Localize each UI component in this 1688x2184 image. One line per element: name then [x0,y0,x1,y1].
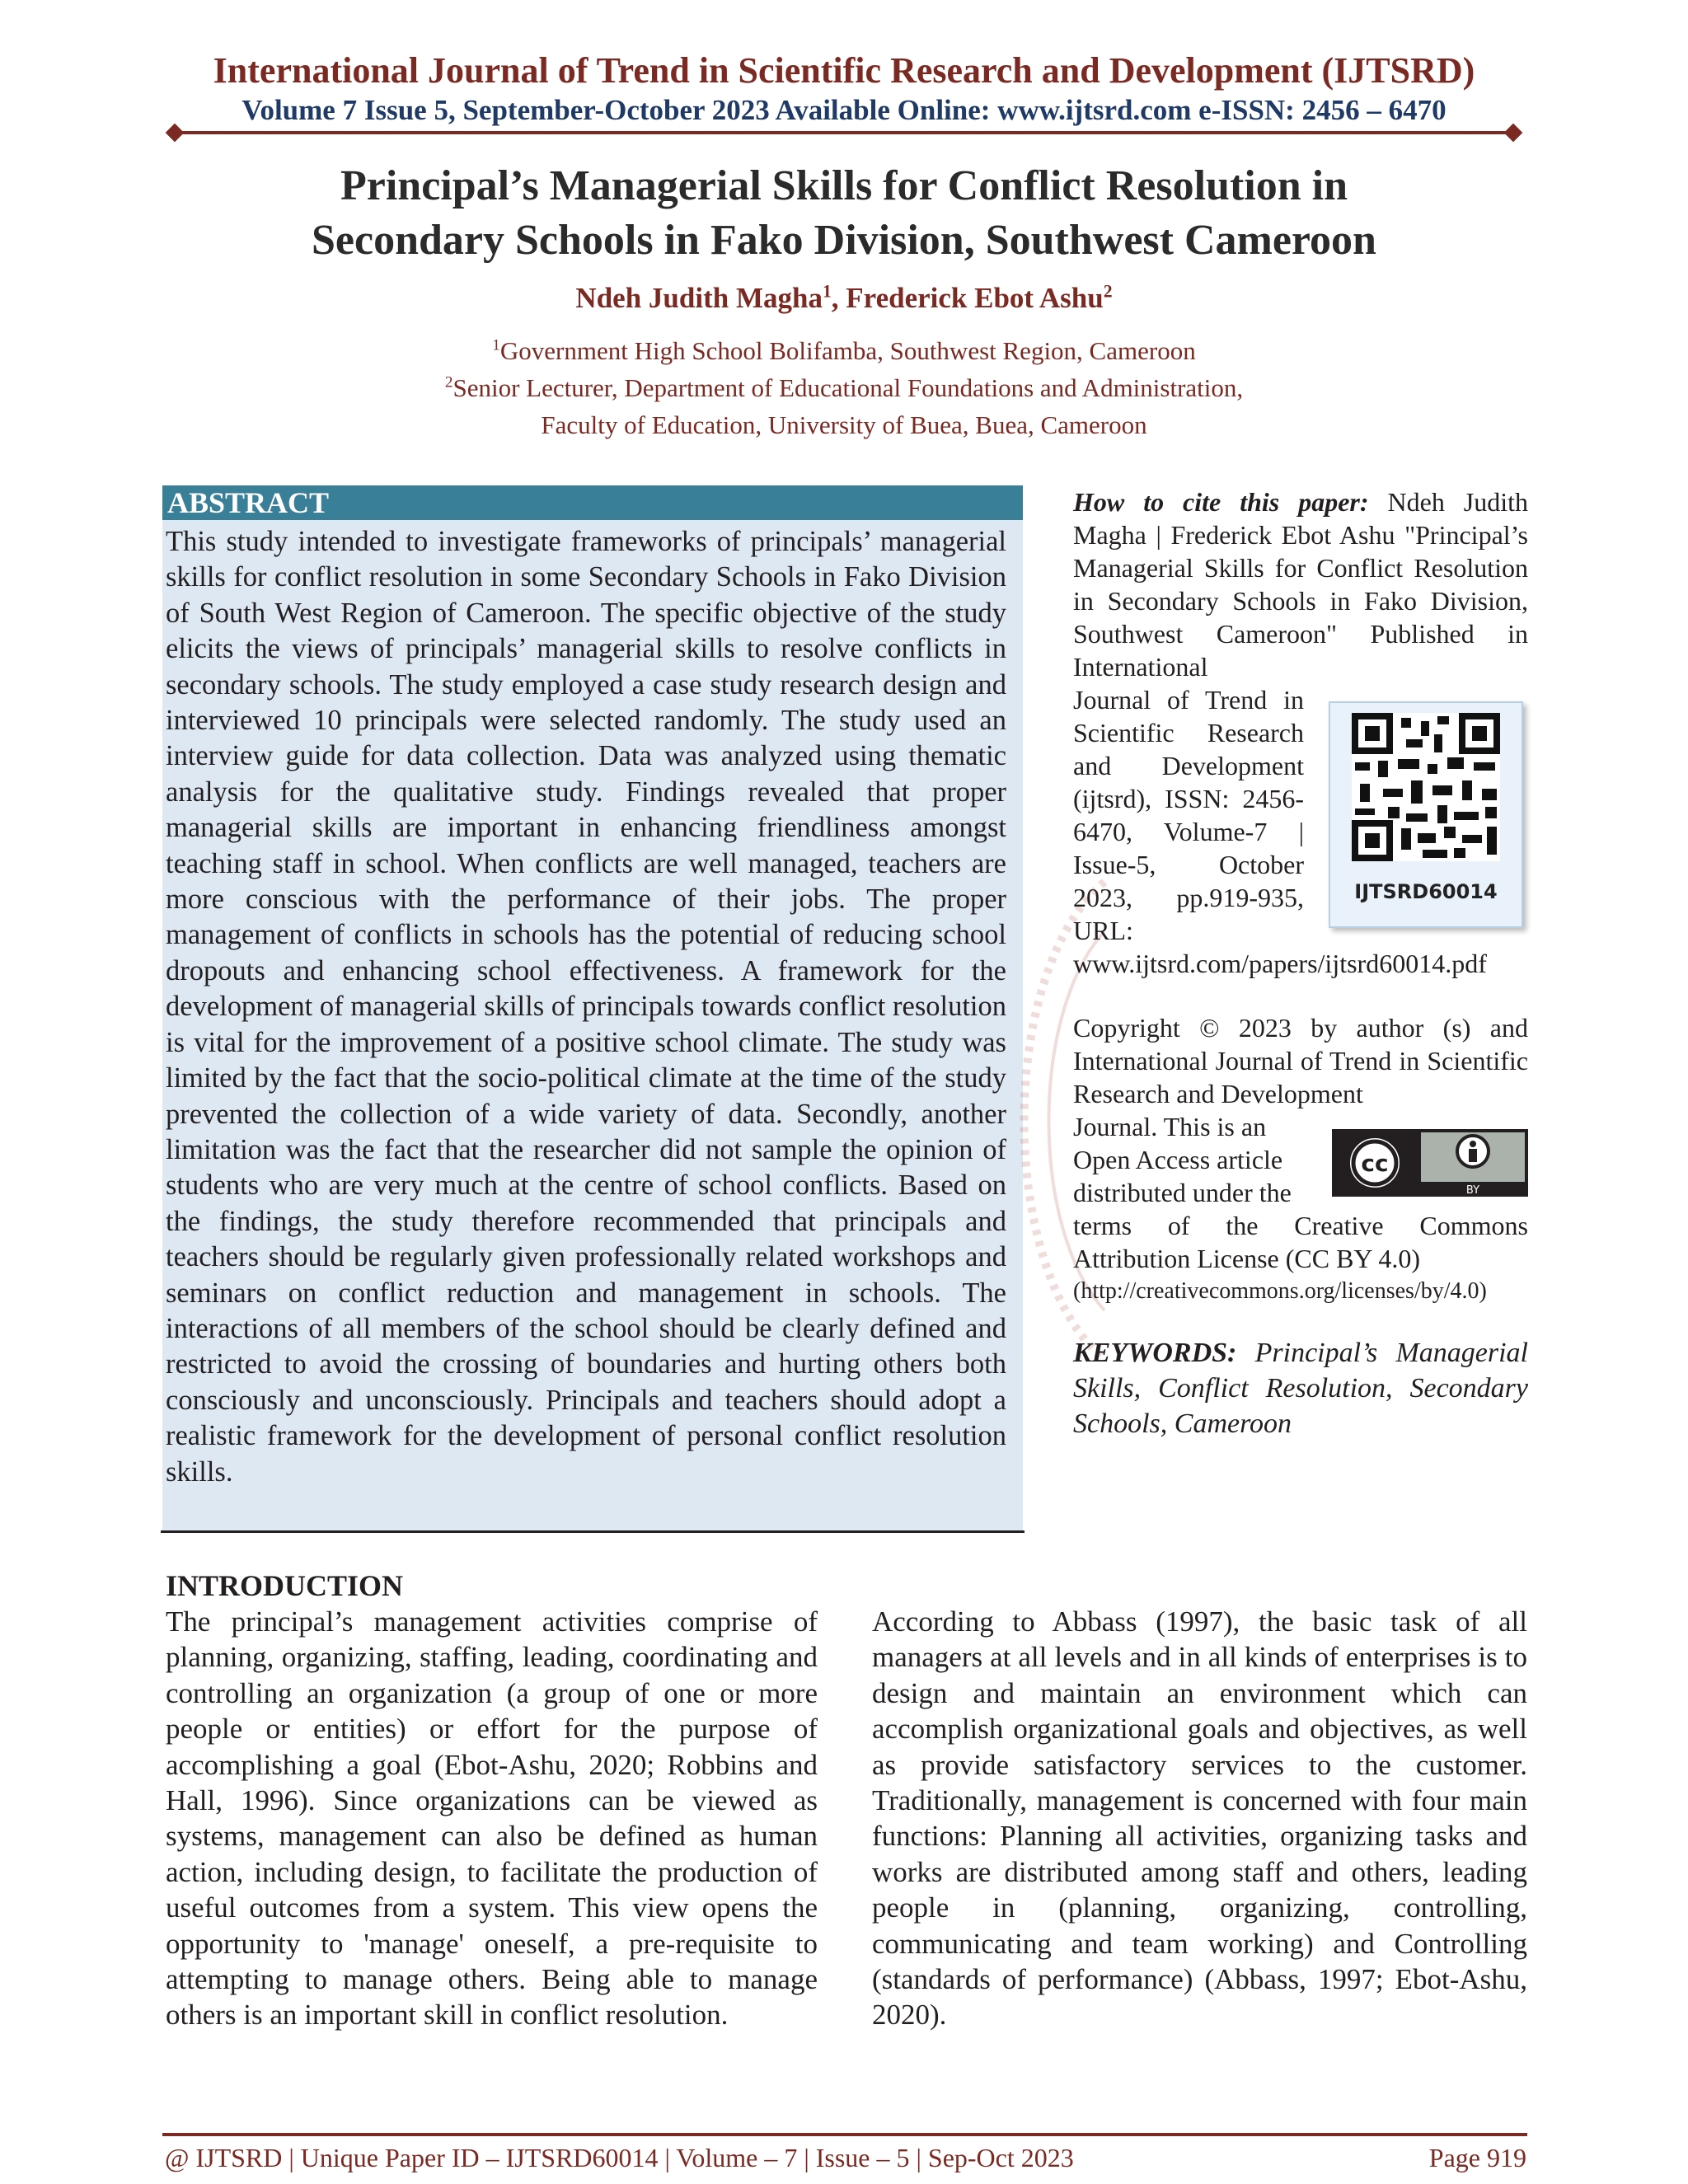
author-separator: , [831,282,846,314]
qr-code-icon [1330,703,1522,872]
header-rule [175,131,1520,134]
affiliation-2 [0,370,1688,406]
footer [165,2139,1526,2176]
authors [0,280,1688,316]
introduction-left-column: The principal’s management activities comprise of planning, organizing, staffing, leading, coordinating and controlling an organization (a group of one or more people or entities) or effort for the purpose of accomplishing a goal (Ebot-Ashu, 2020; Robbins and Hall, 1996). Since organizations can be viewed as systems, management can also be defined as human action, including design, to facilitate the production of useful outcomes from a system. This view opens the opportunity to 'manage' oneself, a pre-requisite to attempting to manage others. Being able to manage others is an important skill in conflict resolution. [166,1605,818,2032]
author-1-sup: 1 [822,281,832,302]
copyright-text-bottom: terms of the Creative Commons Attribution License (CC BY 4.0) [1073,1211,1528,1273]
by-badge-text: BY [1465,1184,1480,1197]
footer-citation: @ IJTSRD | Unique Paper ID – IJTSRD60014 | Volume – 7 | Issue – 5 | Sep-Oct 2023 [165,2143,1074,2172]
citation-label-colon: : [1359,487,1369,517]
citation-label: How to cite this paper [1073,487,1360,517]
qr-code-label: IJTSRD60014 [1354,880,1498,903]
author-2: Frederick Ebot Ashu [846,282,1104,314]
abstract-text: This study intended to investigate frameworks of principals’ managerial skills for conflict resolution in some Secondary Schools in Fako Division of South West Region of Cameroon. The specific objective of the study elicits the views of principals’ managerial skills to resolve conflicts in secondary schools. The study employed a case study research design and interviewed 10 principals were selected randomly. The study used an interview guide for data collection. Data was analyzed using thematic analysis for the qualitative study. Findings revealed that proper managerial skills are important in enhancing friendliness amongst teaching staff in school. When conflicts are well managed, teachers are more conscious with the performance of their jobs. The proper management of conflicts in schools has the potential of reducing school dropouts and enhancing school effectiveness. A framework for the development of managerial skills of principals towards conflict resolution is vital for the improvement of a positive school climate. The study was limited by the fact that the socio-political climate at the time of the study prevented the collection of a wide variety of data. Secondly, another limitation was the fact that the researcher did not sample the opinion of students who are very much at the centre of school conflicts. Based on the findings, the study therefore recommended that principals and teachers should be regularly given professionally related workshops and seminars on conflict reduction and management in schools. The interactions of all members of the school should be clearly defined and restricted to avoid the crossing of boundaries and hurting others both consciously and unconsciously. Principals and teachers should adopt a realistic framework for the development of personal conflict resolution skills. [166,526,1006,1488]
cc-badge-text: cc [1361,1150,1389,1177]
copyright-text-wide: Copyright © 2023 by author (s) and International Journal of Trend in Scientific Research and Development [1073,1013,1528,1108]
citation-wide [1073,485,1528,683]
author-2-sup: 2 [1103,281,1113,302]
citation-text-narrow: Journal of Trend in Scientific Research and Development (ijtsrd), ISSN: 2456-6470, Volume-7 | Issue-5, October 2023, pp.919-935, URL: [1073,685,1304,945]
cc-by-badge-icon [1332,1129,1528,1197]
affiliation-3: Faculty of Education, University of Buea, Buea, Cameroon [541,410,1147,439]
paper-title-line2: Secondary Schools in Fako Division, Southwest Cameroon [312,217,1376,264]
keywords-text: Principal’s Managerial Skills, Conflict Resolution, Secondary Schools, Cameroon [1073,1338,1529,1439]
cc-by-license-badge[interactable] [1332,1129,1528,1197]
journal-title: International Journal of Trend in Scientific Research and Development (IJTSRD) [213,50,1475,91]
affiliation-2-sup: 2 [444,373,453,391]
introduction-right-column: According to Abbass (1997), the basic task of all managers at all levels and in all kinds of enterprises is to design and maintain an environment which can accomplish organizational goals and objectives, as well as provide satisfactory services to the customer. Traditionally, management is concerned with four main functions: Planning all activities, organizing tasks and works are distributed among staff and others, leading people in (planning, organizing, controlling, communicating and team working) and Controlling (standards of performance) (Abbass, 1997; Ebot-Ashu, 2020). [872,1605,1527,2032]
author-1: Ndeh Judith Magha [575,282,823,314]
copyright-text-narrow: Journal. This is an Open Access article distributed under the [1073,1112,1292,1207]
keywords [1073,1335,1528,1441]
journal-info: Volume 7 Issue 5, September-October 2023 Available Online: www.ijtsrd.com e-ISSN: 2456 – 6470 [241,94,1447,126]
citation-text-wide: Ndeh Judith Magha | Frederick Ebot Ashu "Principal’s Managerial Skills for Conflict Resolution in Secondary Schools in Fako Division, Southwest Cameroon" Published in International [1073,487,1529,682]
paper-title-line1: Principal’s Managerial Skills for Conflict Resolution in [340,162,1348,209]
license-url[interactable]: (http://creativecommons.org/licenses/by/4.0) [1073,1278,1487,1304]
page-number: Page 919 [1428,2143,1526,2172]
paper-title [0,159,1688,268]
affiliation-1 [0,333,1688,369]
abstract-heading: ABSTRACT [162,485,1023,520]
citation-url[interactable]: www.ijtsrd.com/papers/ijtsrd60014.pdf [1073,949,1487,978]
affiliation-2-text: Senior Lecturer, Department of Educational Foundations and Administration, [452,373,1244,402]
affiliation-1-sup: 1 [492,336,500,354]
affiliation-1-text: Government High School Bolifamba, Southwest Region, Cameroon [499,336,1196,365]
footer-rule [162,2133,1527,2136]
abstract-rule [161,1530,1025,1533]
introduction-heading: INTRODUCTION [166,1569,404,1602]
keywords-label: KEYWORDS: [1073,1338,1237,1368]
